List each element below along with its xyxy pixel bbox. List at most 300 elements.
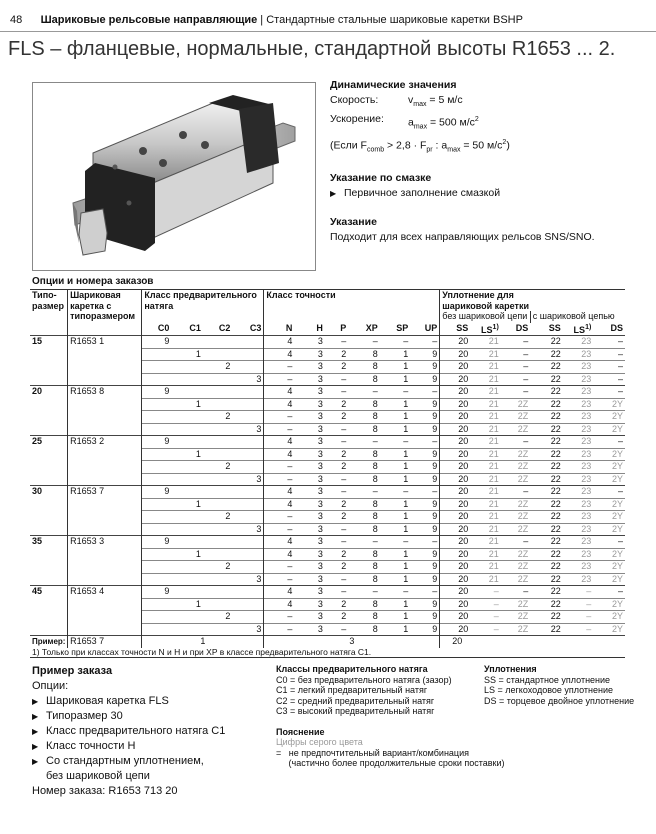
value-cell: 23 bbox=[563, 548, 594, 561]
value-cell bbox=[232, 498, 264, 511]
value-cell: 1 bbox=[380, 373, 411, 386]
value-cell: 1 bbox=[171, 348, 203, 361]
value-cell: 2Y bbox=[593, 561, 625, 574]
value-cell: 3 bbox=[232, 523, 264, 536]
value-cell bbox=[232, 611, 264, 624]
value-cell bbox=[232, 348, 264, 361]
value-cell: 22 bbox=[530, 373, 563, 386]
header-col-c1: C1 bbox=[189, 322, 201, 333]
value-cell: 22 bbox=[530, 498, 563, 511]
value-cell: 22 bbox=[530, 361, 563, 374]
value-cell: 23 bbox=[563, 411, 594, 424]
value-cell bbox=[232, 436, 264, 449]
value-cell: – bbox=[470, 611, 501, 624]
value-cell: 2Z bbox=[501, 411, 530, 424]
value-cell: 3 bbox=[232, 423, 264, 436]
value-cell: 2 bbox=[325, 411, 348, 424]
value-cell: 2 bbox=[325, 348, 348, 361]
value-cell bbox=[203, 573, 232, 586]
value-cell bbox=[142, 498, 171, 511]
value-cell bbox=[171, 361, 203, 374]
value-cell: – bbox=[501, 348, 530, 361]
value-cell: 2Y bbox=[593, 411, 625, 424]
value-cell: 20 bbox=[440, 561, 471, 574]
value-cell bbox=[203, 336, 232, 349]
value-cell: 21 bbox=[470, 536, 501, 549]
bullet-arrow-icon: ▶ bbox=[32, 712, 39, 721]
preload-legend-line: C2 = средний предварительный натяг bbox=[276, 695, 435, 706]
value-cell: – bbox=[325, 536, 348, 549]
value-cell: 2 bbox=[203, 461, 232, 474]
value-cell: 20 bbox=[440, 423, 471, 436]
header-size: Типо- размер bbox=[32, 290, 65, 311]
value-cell: 3 bbox=[294, 561, 325, 574]
value-cell: 3 bbox=[294, 623, 325, 636]
value-cell: 2Y bbox=[593, 461, 625, 474]
value-cell: 1 bbox=[380, 611, 411, 624]
value-cell: 2Y bbox=[593, 423, 625, 436]
value-cell bbox=[232, 386, 264, 399]
value-cell: 1 bbox=[380, 623, 411, 636]
example-preload: 1 bbox=[142, 636, 264, 648]
value-cell: – bbox=[264, 523, 295, 536]
value-cell: 1 bbox=[380, 498, 411, 511]
table-row bbox=[30, 336, 625, 349]
value-cell bbox=[171, 611, 203, 624]
value-cell: 2 bbox=[325, 561, 348, 574]
page-header: 48 Шариковые рельсовые направляющие | Стандартные стальные шариковые каретки BSHP bbox=[10, 14, 523, 26]
table-cell bbox=[264, 311, 440, 323]
value-cell: 20 bbox=[440, 511, 471, 524]
part-number-cell: R1653 3 bbox=[68, 536, 142, 586]
example-row bbox=[30, 636, 625, 648]
table-footnote: 1) Только при классах точности N и H и при XP в классе предварительного натяга C1. bbox=[32, 647, 372, 657]
speed-row bbox=[330, 93, 650, 112]
value-cell bbox=[232, 448, 264, 461]
value-cell: 20 bbox=[440, 536, 471, 549]
value-cell: 4 bbox=[264, 548, 295, 561]
value-cell: 9 bbox=[410, 498, 440, 511]
value-cell: 8 bbox=[348, 398, 380, 411]
value-cell bbox=[171, 623, 203, 636]
value-cell bbox=[171, 536, 203, 549]
value-cell: 4 bbox=[264, 336, 295, 349]
value-cell: 22 bbox=[530, 473, 563, 486]
value-cell: 2Y bbox=[593, 573, 625, 586]
value-cell: 3 bbox=[232, 473, 264, 486]
value-cell: 2 bbox=[325, 398, 348, 411]
value-cell: – bbox=[348, 386, 380, 399]
value-cell: 1 bbox=[171, 398, 203, 411]
value-cell: 1 bbox=[380, 361, 411, 374]
value-cell: – bbox=[325, 473, 348, 486]
value-cell: 3 bbox=[294, 598, 325, 611]
value-cell: 2Z bbox=[501, 423, 530, 436]
value-cell: 2 bbox=[325, 598, 348, 611]
spec-column bbox=[330, 78, 650, 245]
value-cell: 9 bbox=[410, 611, 440, 624]
value-cell: 20 bbox=[440, 586, 471, 599]
value-cell: 9 bbox=[410, 523, 440, 536]
value-cell: 20 bbox=[440, 398, 471, 411]
header-col-up: UP bbox=[424, 322, 438, 333]
value-cell: 2Z bbox=[501, 611, 530, 624]
page-number: 48 bbox=[10, 14, 23, 26]
value-cell: 3 bbox=[232, 623, 264, 636]
header-seal-with: с шариковой цепью bbox=[530, 311, 625, 323]
value-cell: 2Z bbox=[501, 473, 530, 486]
value-cell: 21 bbox=[470, 561, 501, 574]
value-cell: – bbox=[593, 348, 625, 361]
value-cell: 1 bbox=[380, 573, 411, 586]
value-cell: – bbox=[325, 373, 348, 386]
value-cell: 9 bbox=[410, 598, 440, 611]
value-cell: 9 bbox=[410, 448, 440, 461]
value-cell bbox=[171, 573, 203, 586]
value-cell: 3 bbox=[294, 461, 325, 474]
value-cell: 8 bbox=[348, 623, 380, 636]
value-cell bbox=[203, 486, 232, 499]
value-cell: 23 bbox=[563, 511, 594, 524]
value-cell: – bbox=[380, 436, 411, 449]
value-cell bbox=[232, 586, 264, 599]
value-cell: 8 bbox=[348, 611, 380, 624]
value-cell bbox=[232, 361, 264, 374]
part-number-cell: R1653 7 bbox=[68, 486, 142, 536]
value-cell: – bbox=[410, 586, 440, 599]
value-cell: 3 bbox=[294, 523, 325, 536]
value-cell bbox=[142, 423, 171, 436]
value-cell: 3 bbox=[294, 611, 325, 624]
value-cell: 2Y bbox=[593, 611, 625, 624]
value-cell: – bbox=[264, 561, 295, 574]
value-cell: – bbox=[380, 486, 411, 499]
ball-carriage-illustration bbox=[33, 83, 315, 270]
value-cell: 1 bbox=[171, 598, 203, 611]
value-cell bbox=[142, 548, 171, 561]
value-cell: 23 bbox=[563, 386, 594, 399]
value-cell bbox=[203, 448, 232, 461]
value-cell: – bbox=[325, 336, 348, 349]
value-cell bbox=[203, 523, 232, 536]
value-cell: 3 bbox=[294, 573, 325, 586]
value-cell: 2 bbox=[325, 448, 348, 461]
value-cell: 22 bbox=[530, 461, 563, 474]
size-cell: 25 bbox=[30, 436, 68, 486]
value-cell bbox=[232, 598, 264, 611]
product-photo bbox=[32, 82, 316, 271]
seals-legend-line: LS = легкоходовое уплотнение bbox=[484, 685, 614, 695]
accel-row bbox=[330, 112, 650, 135]
value-cell: – bbox=[325, 436, 348, 449]
value-cell: 1 bbox=[380, 598, 411, 611]
value-cell bbox=[142, 523, 171, 536]
value-cell: – bbox=[380, 336, 411, 349]
order-option-item: ▶ Типоразмер 30 bbox=[32, 710, 123, 722]
preload-legend bbox=[276, 664, 505, 769]
value-cell: 21 bbox=[470, 423, 501, 436]
value-cell: 1 bbox=[380, 348, 411, 361]
value-cell: 22 bbox=[530, 336, 563, 349]
value-cell: 3 bbox=[294, 398, 325, 411]
value-cell bbox=[142, 511, 171, 524]
value-cell: 20 bbox=[440, 498, 471, 511]
value-cell: – bbox=[593, 361, 625, 374]
value-cell bbox=[171, 511, 203, 524]
value-cell: 9 bbox=[410, 548, 440, 561]
value-cell: – bbox=[501, 586, 530, 599]
header-seal-without: без шариковой цепи bbox=[440, 311, 530, 323]
value-cell: 21 bbox=[470, 411, 501, 424]
value-cell bbox=[171, 586, 203, 599]
value-cell: – bbox=[593, 336, 625, 349]
order-option-item: ▶ Класс точности H bbox=[32, 740, 136, 752]
value-cell: 1 bbox=[171, 498, 203, 511]
value-cell: – bbox=[380, 536, 411, 549]
value-cell bbox=[232, 486, 264, 499]
section-title: Шариковые рельсовые направляющие bbox=[40, 14, 258, 26]
dynamic-heading: Динамические значения bbox=[330, 79, 457, 91]
value-cell: 3 bbox=[294, 498, 325, 511]
value-cell: 20 bbox=[440, 623, 471, 636]
value-cell: 8 bbox=[348, 573, 380, 586]
value-cell bbox=[203, 586, 232, 599]
value-cell: 23 bbox=[563, 573, 594, 586]
value-cell: 2Z bbox=[501, 623, 530, 636]
value-cell: 1 bbox=[380, 473, 411, 486]
value-cell: – bbox=[264, 623, 295, 636]
value-cell: 3 bbox=[294, 511, 325, 524]
value-cell: 4 bbox=[264, 448, 295, 461]
value-cell: 22 bbox=[530, 411, 563, 424]
value-cell: 4 bbox=[264, 348, 295, 361]
value-cell: 23 bbox=[563, 523, 594, 536]
value-cell: 9 bbox=[410, 573, 440, 586]
value-cell: 2Y bbox=[593, 598, 625, 611]
value-cell bbox=[142, 611, 171, 624]
value-cell: – bbox=[593, 436, 625, 449]
value-cell: 21 bbox=[470, 361, 501, 374]
value-cell: 8 bbox=[348, 598, 380, 611]
value-cell: – bbox=[325, 586, 348, 599]
value-cell: 3 bbox=[294, 536, 325, 549]
value-cell: 22 bbox=[530, 423, 563, 436]
value-cell: 20 bbox=[440, 598, 471, 611]
value-cell: – bbox=[501, 361, 530, 374]
accel-value: $a_{max} = 500$ $м/с^2$ bbox=[408, 116, 479, 131]
value-cell bbox=[203, 623, 232, 636]
value-cell: 2 bbox=[203, 511, 232, 524]
value-cell: 9 bbox=[410, 511, 440, 524]
value-cell: 2Z bbox=[501, 573, 530, 586]
value-cell bbox=[171, 411, 203, 424]
value-cell: 1 bbox=[171, 448, 203, 461]
bullet-arrow-icon: ▶ bbox=[32, 742, 39, 751]
value-cell: 1 bbox=[380, 423, 411, 436]
seals-legend bbox=[484, 664, 649, 706]
value-cell bbox=[232, 398, 264, 411]
value-cell: – bbox=[593, 386, 625, 399]
value-cell: 2 bbox=[203, 611, 232, 624]
value-cell: 23 bbox=[563, 498, 594, 511]
value-cell: – bbox=[264, 473, 295, 486]
value-cell bbox=[142, 373, 171, 386]
value-cell: 22 bbox=[530, 511, 563, 524]
value-cell: 9 bbox=[142, 536, 171, 549]
value-cell: 8 bbox=[348, 361, 380, 374]
value-cell: – bbox=[348, 586, 380, 599]
value-cell: 8 bbox=[348, 561, 380, 574]
value-cell: 23 bbox=[563, 398, 594, 411]
value-cell: 23 bbox=[563, 461, 594, 474]
seals-legend-line: SS = стандартное уплотнение bbox=[484, 674, 611, 685]
value-cell: – bbox=[470, 598, 501, 611]
value-cell: 20 bbox=[440, 486, 471, 499]
size-cell: 35 bbox=[30, 536, 68, 586]
value-cell bbox=[203, 548, 232, 561]
value-cell: 21 bbox=[470, 548, 501, 561]
value-cell: 3 bbox=[294, 473, 325, 486]
value-cell bbox=[171, 473, 203, 486]
value-cell: – bbox=[264, 573, 295, 586]
table-row bbox=[30, 586, 625, 599]
value-cell bbox=[142, 361, 171, 374]
value-cell: 22 bbox=[530, 598, 563, 611]
value-cell: 3 bbox=[294, 586, 325, 599]
value-cell: 22 bbox=[530, 448, 563, 461]
explanation-heading: Пояснение bbox=[276, 726, 325, 737]
value-cell: 22 bbox=[530, 586, 563, 599]
part-number-cell: R1653 4 bbox=[68, 586, 142, 636]
value-cell: 8 bbox=[348, 448, 380, 461]
value-cell: – bbox=[264, 611, 295, 624]
size-cell: 15 bbox=[30, 336, 68, 386]
value-cell: 23 bbox=[563, 361, 594, 374]
value-cell: – bbox=[348, 436, 380, 449]
value-cell: – bbox=[380, 586, 411, 599]
value-cell bbox=[232, 461, 264, 474]
value-cell: 8 bbox=[348, 423, 380, 436]
value-cell bbox=[171, 461, 203, 474]
value-cell: 21 bbox=[470, 398, 501, 411]
example-accuracy: 3 bbox=[264, 636, 440, 648]
value-cell: 21 bbox=[470, 473, 501, 486]
value-cell: 22 bbox=[530, 386, 563, 399]
value-cell bbox=[142, 398, 171, 411]
value-cell bbox=[171, 561, 203, 574]
header-col-ls: LS$^{1)}$ bbox=[481, 323, 499, 335]
seals-legend-line: DS = торцевое двойное уплотнение bbox=[484, 695, 635, 706]
value-cell: 2 bbox=[203, 411, 232, 424]
order-option-item: ▶ Шариковая каретка FLS bbox=[32, 695, 169, 707]
value-cell: 20 bbox=[440, 336, 471, 349]
value-cell bbox=[203, 473, 232, 486]
value-cell: 9 bbox=[410, 561, 440, 574]
value-cell: 20 bbox=[440, 611, 471, 624]
value-cell: – bbox=[380, 386, 411, 399]
value-cell: – bbox=[501, 436, 530, 449]
footnote-divider bbox=[30, 657, 625, 658]
page-title: FLS – фланцевые, нормальные, стандартной высоты R1653 ... 2. bbox=[8, 38, 616, 60]
options-heading: Опции и номера заказов bbox=[32, 276, 154, 287]
value-cell bbox=[171, 423, 203, 436]
value-cell: 9 bbox=[142, 386, 171, 399]
value-cell: 20 bbox=[440, 386, 471, 399]
header-col-ss: SS bbox=[548, 322, 561, 333]
value-cell: 8 bbox=[348, 473, 380, 486]
value-cell: 21 bbox=[470, 373, 501, 386]
value-cell: 1 bbox=[380, 448, 411, 461]
value-cell: 2Y bbox=[593, 498, 625, 511]
value-cell: – bbox=[264, 411, 295, 424]
value-cell: 2Y bbox=[593, 398, 625, 411]
value-cell bbox=[203, 536, 232, 549]
value-cell: 2Y bbox=[593, 473, 625, 486]
explanation-line-2: (частично более продолжительные сроки поставки) bbox=[276, 758, 505, 768]
value-cell: – bbox=[348, 536, 380, 549]
value-cell: 2Z bbox=[501, 548, 530, 561]
value-cell: – bbox=[593, 536, 625, 549]
value-cell: 2Y bbox=[593, 448, 625, 461]
value-cell: 2 bbox=[325, 548, 348, 561]
speed-label: Скорость: bbox=[330, 94, 379, 106]
value-cell: – bbox=[264, 461, 295, 474]
value-cell: 22 bbox=[530, 523, 563, 536]
value-cell: 3 bbox=[294, 386, 325, 399]
value-cell: 9 bbox=[410, 348, 440, 361]
value-cell: 8 bbox=[348, 548, 380, 561]
value-cell: 9 bbox=[410, 398, 440, 411]
value-cell: – bbox=[410, 336, 440, 349]
value-cell: 3 bbox=[294, 348, 325, 361]
size-cell: 20 bbox=[30, 386, 68, 436]
value-cell: – bbox=[348, 336, 380, 349]
value-cell: 9 bbox=[410, 373, 440, 386]
value-cell: 2 bbox=[203, 561, 232, 574]
lubrication-heading: Указание по смазке bbox=[330, 172, 432, 185]
value-cell bbox=[232, 411, 264, 424]
value-cell: 1 bbox=[380, 523, 411, 536]
value-cell: 1 bbox=[380, 561, 411, 574]
value-cell: 2Z bbox=[501, 498, 530, 511]
value-cell: 22 bbox=[530, 623, 563, 636]
value-cell: 9 bbox=[142, 486, 171, 499]
value-cell bbox=[171, 486, 203, 499]
bullet-arrow-icon: ▶ bbox=[32, 727, 39, 736]
value-cell: 3 bbox=[294, 486, 325, 499]
header-col-h: H bbox=[316, 322, 323, 333]
value-cell: 20 bbox=[440, 448, 471, 461]
header-col-c3: C3 bbox=[249, 322, 262, 333]
value-cell: 9 bbox=[410, 361, 440, 374]
value-cell: – bbox=[410, 386, 440, 399]
value-cell: 22 bbox=[530, 536, 563, 549]
example-seal: 20 bbox=[440, 636, 625, 648]
value-cell: 23 bbox=[563, 473, 594, 486]
value-cell: – bbox=[563, 586, 594, 599]
header-divider bbox=[0, 31, 656, 32]
order-option-item: ▶ Класс предварительного натяга C1 bbox=[32, 725, 226, 737]
part-number-cell: R1653 2 bbox=[68, 436, 142, 486]
value-cell: 20 bbox=[440, 411, 471, 424]
value-cell: 1 bbox=[380, 411, 411, 424]
value-cell: 23 bbox=[563, 448, 594, 461]
value-cell bbox=[203, 386, 232, 399]
value-cell bbox=[142, 461, 171, 474]
value-cell bbox=[142, 411, 171, 424]
value-cell: – bbox=[410, 436, 440, 449]
value-cell bbox=[142, 448, 171, 461]
